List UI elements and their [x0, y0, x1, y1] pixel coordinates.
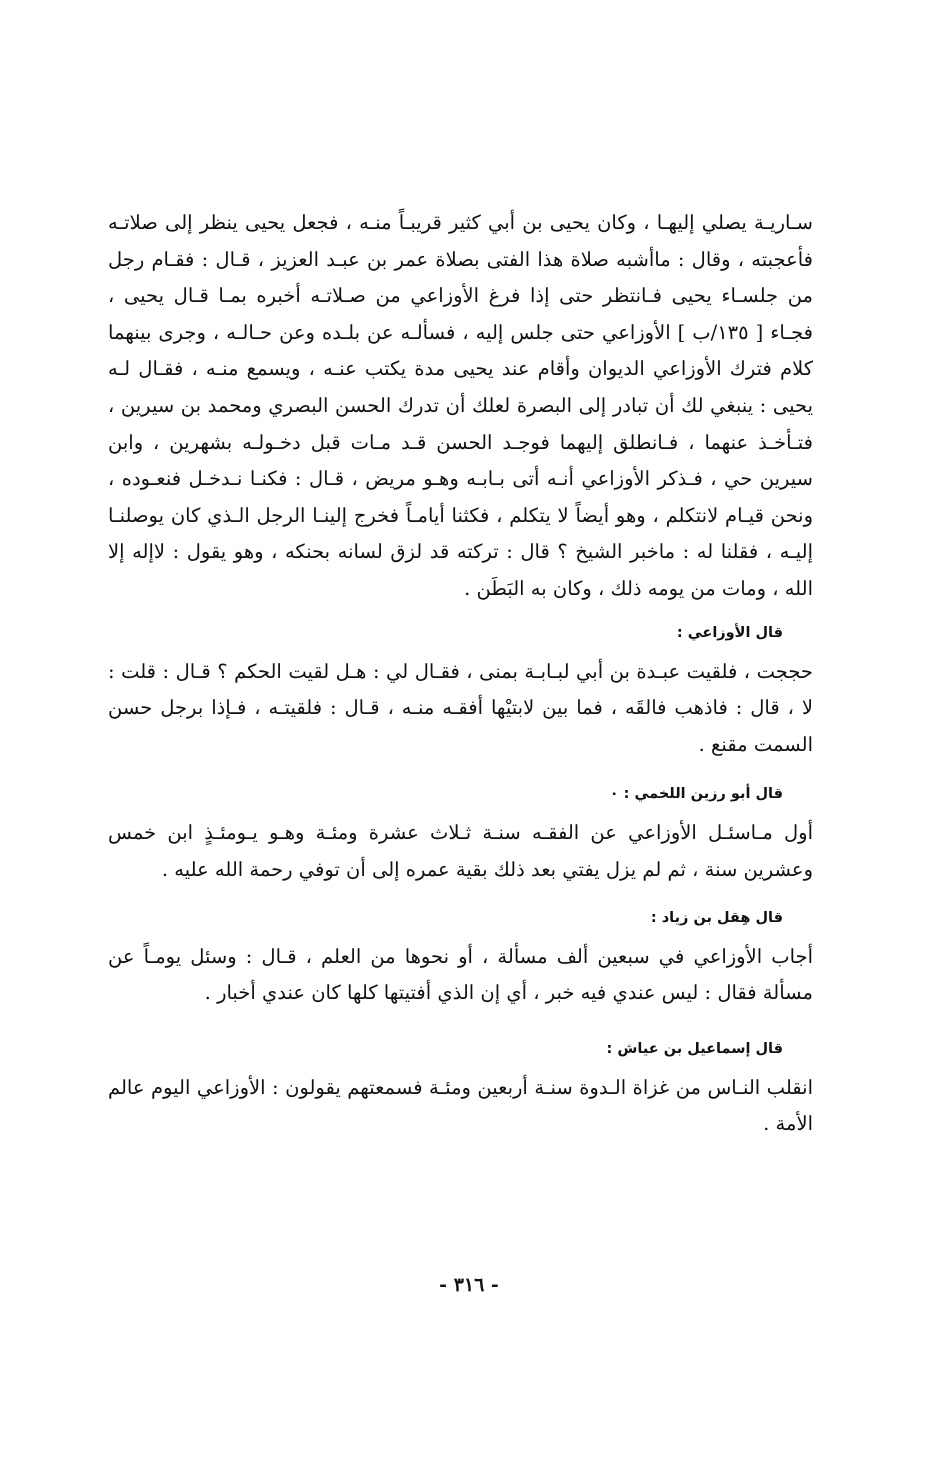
section-text-awzai: حججت ، فلقيت عبـدة بن أبي لبـابـة بمنى ، فقـال لي : هـل لقيت الحكم ؟ قـال : قلت : لا ، قال : فاذهب فالقَه ، فما بين لابتيْها أفقـه منـه ، قـال : فلقيتـه ، فـإذا برجل حسن السمت مقنع .	[108, 659, 813, 756]
intro-paragraph: سـاريـة يصلي إليهـا ، وكان يحيى بن أبي كثير قريبـاً منـه ، فجعل يحيى ينظر إلى صلاتـه فأعجبته ، وقال : ماأشبه صلاة هذا الفتى بصلاة عمر بن عبـد العزيز ، قـال : فقـام رجل من جلسـاء يحيى فـانتظر حتى إذا فرغ الأوزاعي من صـلاتـه أخبره بمـا قـال يحيى ، فجـاء [ ١٣٥/ب ] الأوزاعي حتى جلس إليه ، فسألـه عن بلـده وعن حـالـه ، وجرى بينهما كلام فترك الأوزاعي الديوان وأقام عند يحيى مدة يكتب عنـه ، ويسمع منـه ، فقـال لـه يحيى : ينبغي لك أن تبادر إلى البصرة لعلك أن تدرك الحسن البصري ومحمد بن سيرين ، فتـأخـذ عنهما ، فـانطلق إليهما فوجـد الحسن قـد مـات قبل دخـولـه بشهرين ، وابن سيرين حي ، فـذكر الأوزاعي أنـه أتى بـابـه وهـو مريض ، قـال : فكنـا نـدخـل فنعـوده ، ونحن قيـام لانتكلم ، وهو أيضاً لا يتكلم ، فكثنا أيامـاً فخرج إلينـا الرجل الـذي كان يوصلنـا إليـه ، فقلنا له : ماخبر الشيخ ؟ قال : تركته قد لزق لسانه بحنكه ، وهو يقول : لاإله إلا الله ، ومات من يومه ذلك ، وكان به البَطَن .	[108, 211, 813, 600]
section-heading-hiql: قال هِقل بن زياد :	[650, 909, 783, 926]
section-text-ismail: انقلب النـاس من غزاة الـدوة سنـة أربعين ومئـة فسمعتهم يقولون : الأوزاعي اليوم عالم الأمة .	[108, 1075, 813, 1136]
section-heading-ismail: قال إسماعيل بن عياش :	[606, 1040, 783, 1057]
page-body	[108, 205, 813, 1143]
section-heading-awzai: قال الأوزاعي :	[676, 624, 783, 641]
section-heading-abu-razin: قال أبو رزين اللخمي : ٠	[609, 786, 783, 803]
section-text-abu-razin: أول مـاسئـل الأوزاعي عن الفقـه سنـة ثـلاث عشرة ومئـة وهـو يـومئـذٍ ابن خمس وعشرين سنة ، ثم لم يزل يفتي بعد ذلك بقية عمره إلى أن توفي رحمة الله عليه .	[108, 821, 813, 881]
section-text-hiql: أجاب الأوزاعي في سبعين ألف مسألة ، أو نحوها من العلم ، قـال : وسئل يومـاً عن مسألة فقال : ليس عندي فيه خبر ، أي إن الذي أفتيتها كلها كان عندي أخبار .	[108, 944, 813, 1005]
page-number: - ٣١٦ -	[439, 1274, 499, 1296]
